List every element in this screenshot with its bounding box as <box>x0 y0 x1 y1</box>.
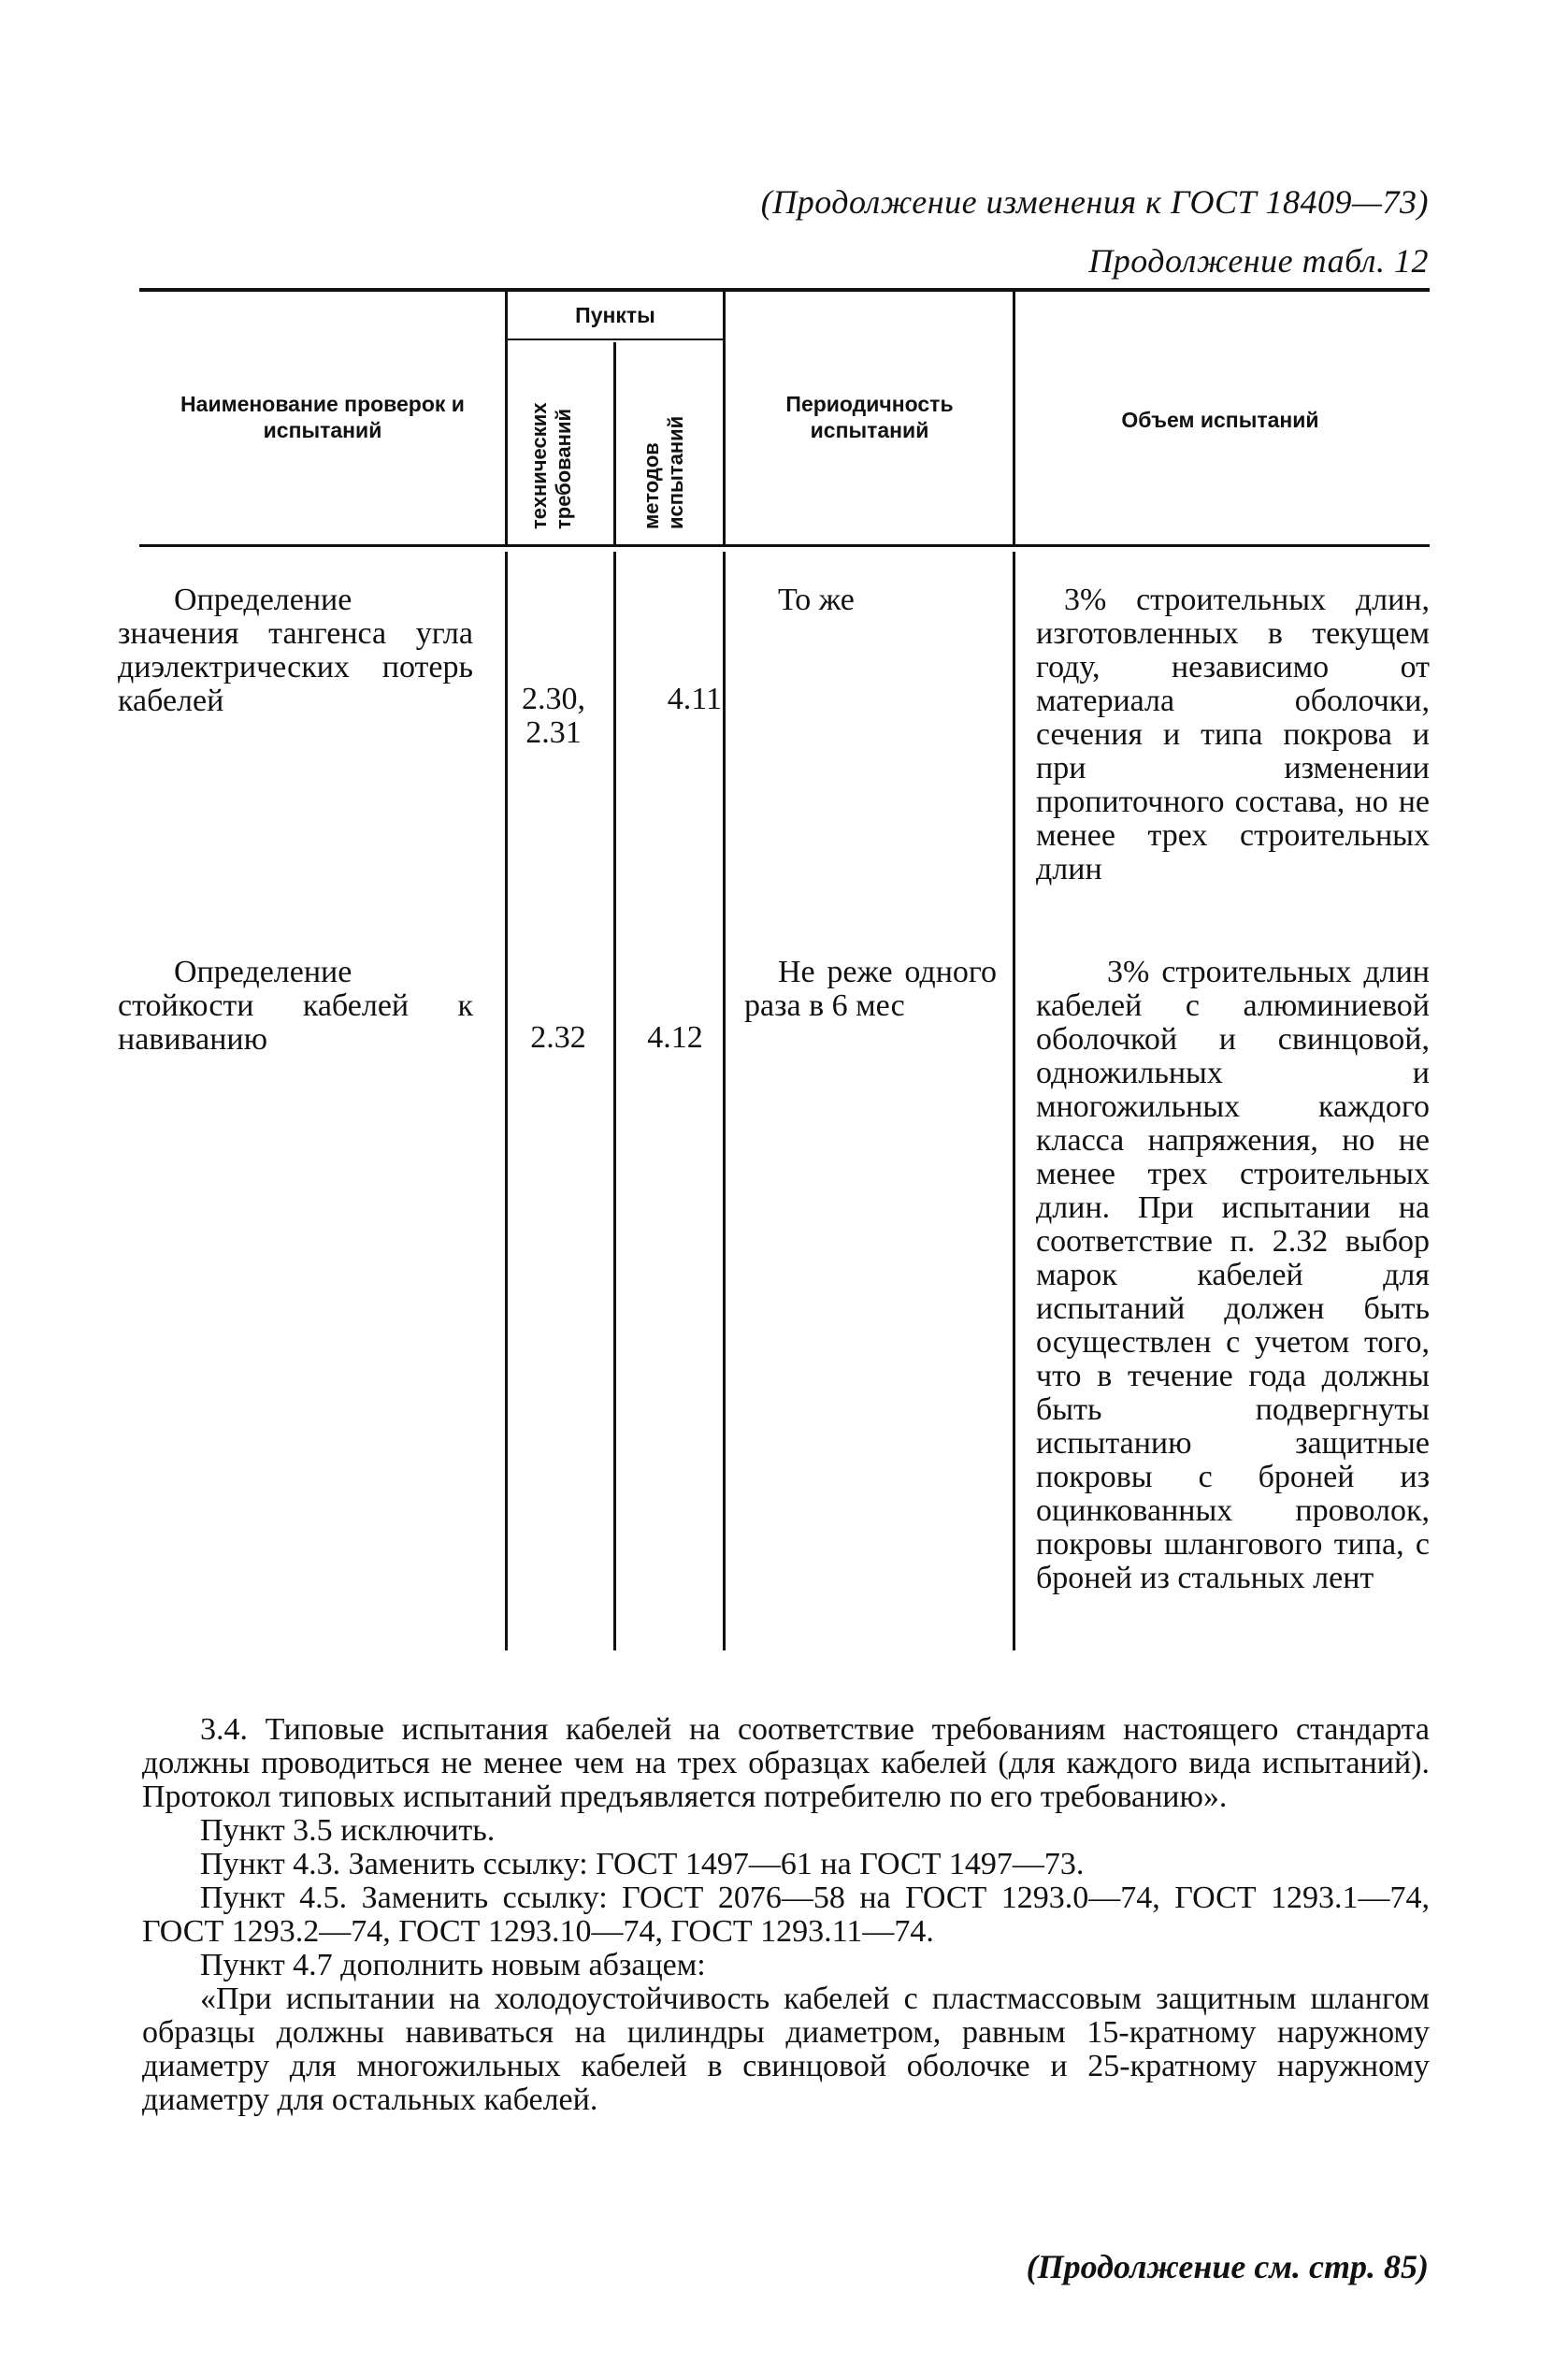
header-tech-requirements: технических требований <box>527 402 575 529</box>
col-divider-2 <box>613 342 616 545</box>
row1-method: 4.11 <box>667 682 722 716</box>
row2-name: Определение стойкости кабелей к навиванию <box>118 955 473 1057</box>
row1-tech: 2.30, 2.31 <box>522 682 585 750</box>
table-continuation-label: Продолжение табл. 12 <box>1088 242 1429 280</box>
row2-tech: 2.32 <box>530 1020 586 1055</box>
body-text <box>142 1713 1430 2117</box>
col-divider-4 <box>1013 292 1015 545</box>
points-subheader-rule <box>507 339 724 340</box>
paragraph-4-7-quote: «При испытании на холодоустойчивость кабелей с пластмассовым защитным шлангом образцы должны навиваться на цилиндры диаметром, равным 15-кратному наружному диаметру для многожильных кабелей в свинцовой оболочке и 25-кратному наружному диаметру для остальных кабелей. <box>142 1981 1430 2117</box>
header-points: Пункты <box>575 303 655 327</box>
col-divider-3 <box>723 292 726 545</box>
row2-method: 4.12 <box>647 1020 703 1055</box>
col-divider-1-body <box>505 552 508 1650</box>
row1-periodicity: То же <box>778 583 855 617</box>
col-divider-1 <box>505 292 508 545</box>
header-name: Наименование проверок и испытаний <box>180 392 465 442</box>
col-divider-2-body <box>613 552 616 1650</box>
paragraph-3-4: 3.4. Типовые испытания кабелей на соответствие требованиям настоящего стандарта должны проводиться не менее чем на трех образцах кабелей (для каждого вида испытаний). Протокол типовых испытаний предъявляется потребителю по его требованию». <box>142 1712 1430 1814</box>
row2-volume: 3% строительных длин кабелей с алюминиевой оболочкой и свинцовой, одножильных и многожильных каждого класса напряжения, но не менее трех строительных длин. При испытании на соответствие п. 2.32 выбор марок кабелей для испытаний должен быть осуществлен с учетом того, что в течение года должны быть подвергнуты испытанию защитные покровы с броней из оцинкованных проволок, покровы шлангового типа, с броней из стальных лент <box>1036 955 1430 1595</box>
row1-volume: 3% строительных длин, изготовленных в текущем году, независимо от материала оболочки, сечения и типа покрова и при изменении пропиточного состава, но не менее трех строительных длин <box>1036 583 1430 886</box>
paragraph-3-5: Пункт 3.5 исключить. <box>200 1813 496 1848</box>
col-divider-3-body <box>723 552 726 1650</box>
paragraph-4-7: Пункт 4.7 дополнить новым абзацем: <box>200 1948 706 1982</box>
header-periodicity: Периодичность испытаний <box>785 392 954 442</box>
paragraph-4-5: Пункт 4.5. Заменить ссылку: ГОСТ 2076—58 на ГОСТ 1293.0—74, ГОСТ 1293.1—74, ГОСТ 1293.2—74, ГОСТ 1293.10—74, ГОСТ 1293.11—74. <box>142 1880 1430 1949</box>
row1-name: Определение значения тангенса угла диэлектрических потерь кабелей <box>118 583 473 718</box>
table-top-rule <box>139 288 1430 292</box>
header-volume: Объем испытаний <box>1121 408 1319 432</box>
row2-periodicity: Не реже одного раза в 6 мес <box>744 955 997 1023</box>
header-bottom-rule <box>139 544 1430 547</box>
paragraph-4-3: Пункт 4.3. Заменить ссылку: ГОСТ 1497—61 на ГОСТ 1497—73. <box>200 1847 1085 1881</box>
page-continuation-footer: (Продолжение см. стр. 85) <box>1026 2248 1429 2285</box>
col-divider-4-body <box>1013 552 1015 1650</box>
amendment-continuation-header: (Продолжение изменения к ГОСТ 18409—73) <box>760 183 1429 221</box>
header-test-methods: методов испытаний <box>640 415 687 529</box>
